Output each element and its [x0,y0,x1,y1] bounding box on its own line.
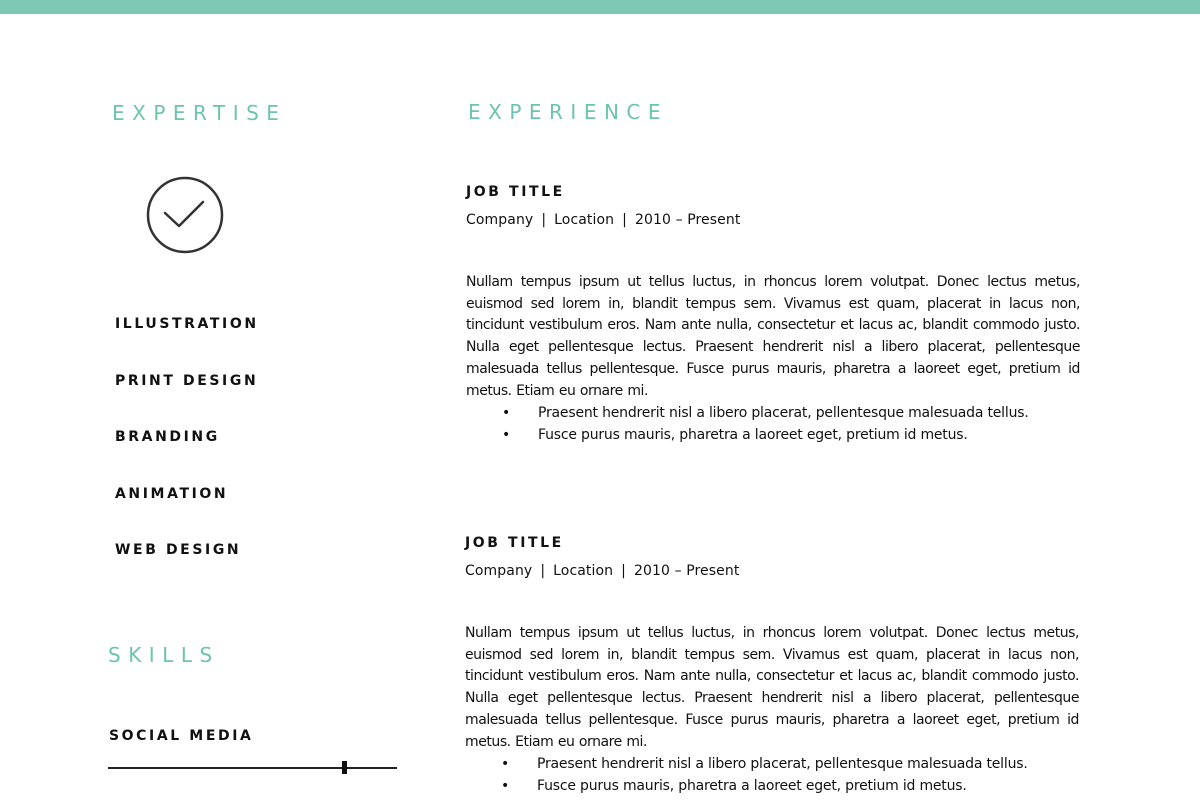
bullet-icon: • [502,405,511,422]
experience-heading: EXPERIENCE [468,100,669,124]
meta-separator: | [540,563,546,579]
job-dates: 2010 – Present [633,563,740,579]
expertise-item: ILLUSTRATION [115,316,259,332]
expertise-item: ANIMATION [115,485,229,502]
skill-level-track [108,767,397,769]
job-title: JOB TITLE [466,184,565,200]
job-location: Location [553,563,614,579]
skill-label: SOCIAL MEDIA [109,728,254,744]
job-company: Company [466,212,534,228]
bullet-icon: • [502,427,511,444]
job-bullet [466,402,1080,424]
job-bullet-list [466,402,1080,446]
experience-entry [466,181,1080,446]
job-bullet-text: Praesent hendrerit nisl a libero placerat, pellentesque malesuada tellus. [538,405,1029,422]
job-meta [465,561,1079,581]
job-description: Nullam tempus ipsum ut tellus luctus, in rhoncus lorem volutpat. Donec lectus metus, euismod sed lorem in, blandit tempus sem. Vivamus est quam, placerat in lacus non, tincidunt vestibulum eros. Nam ante nulla, consectetur et lacus ac, blandit commodo justo. Nulla eget pellentesque lectus. Praesent hendrerit nisl a libero placerat, pellentesque malesuada tellus pellentesque. Fusce purus mauris, pharetra a laoreet eget, pretium id metus. Etiam eu ornare mi. [465,625,1079,750]
expertise-item: WEB DESIGN [115,542,242,558]
skill-level-marker [342,761,347,774]
expertise-item: PRINT DESIGN [115,372,259,389]
job-bullet [465,775,1079,797]
bullet-icon: • [501,756,510,773]
bullet-icon: • [501,778,510,795]
job-bullet-text: Fusce purus mauris, pharetra a laoreet eget, pretium id metus. [537,778,967,795]
job-title: JOB TITLE [465,535,564,551]
expertise-list [115,313,259,596]
accent-top-bar [0,0,1200,14]
job-bullet [465,753,1079,775]
meta-separator: | [622,212,627,228]
job-meta [466,210,1080,230]
job-bullet-text: Fusce purus mauris, pharetra a laoreet eget, pretium id metus. [538,427,968,444]
skills-heading: SKILLS [108,643,220,667]
meta-separator: | [541,212,547,228]
expertise-item: BRANDING [115,429,220,445]
job-description: Nullam tempus ipsum ut tellus luctus, in rhoncus lorem volutpat. Donec lectus metus, euismod sed lorem in, blandit tempus sem. Vivamus est quam, placerat in lacus non, tincidunt vestibulum eros. Nam ante nulla, consectetur et lacus ac, blandit commodo justo. Nulla eget pellentesque lectus. Praesent hendrerit nisl a libero placerat, pellentesque malesuada tellus pellentesque. Fusce purus mauris, pharetra a laoreet eget, pretium id metus. Etiam eu ornare mi. [466,274,1080,399]
meta-separator: | [621,563,626,579]
checkmark-circle-icon [145,175,225,255]
job-bullet [466,424,1080,446]
experience-entry [465,532,1079,797]
expertise-heading: EXPERTISE [112,101,287,125]
job-location: Location [554,212,615,228]
job-bullet-text: Praesent hendrerit nisl a libero placerat, pellentesque malesuada tellus. [537,756,1028,773]
job-bullet-list [465,753,1079,797]
job-company: Company [465,563,533,579]
job-dates: 2010 – Present [634,212,741,228]
